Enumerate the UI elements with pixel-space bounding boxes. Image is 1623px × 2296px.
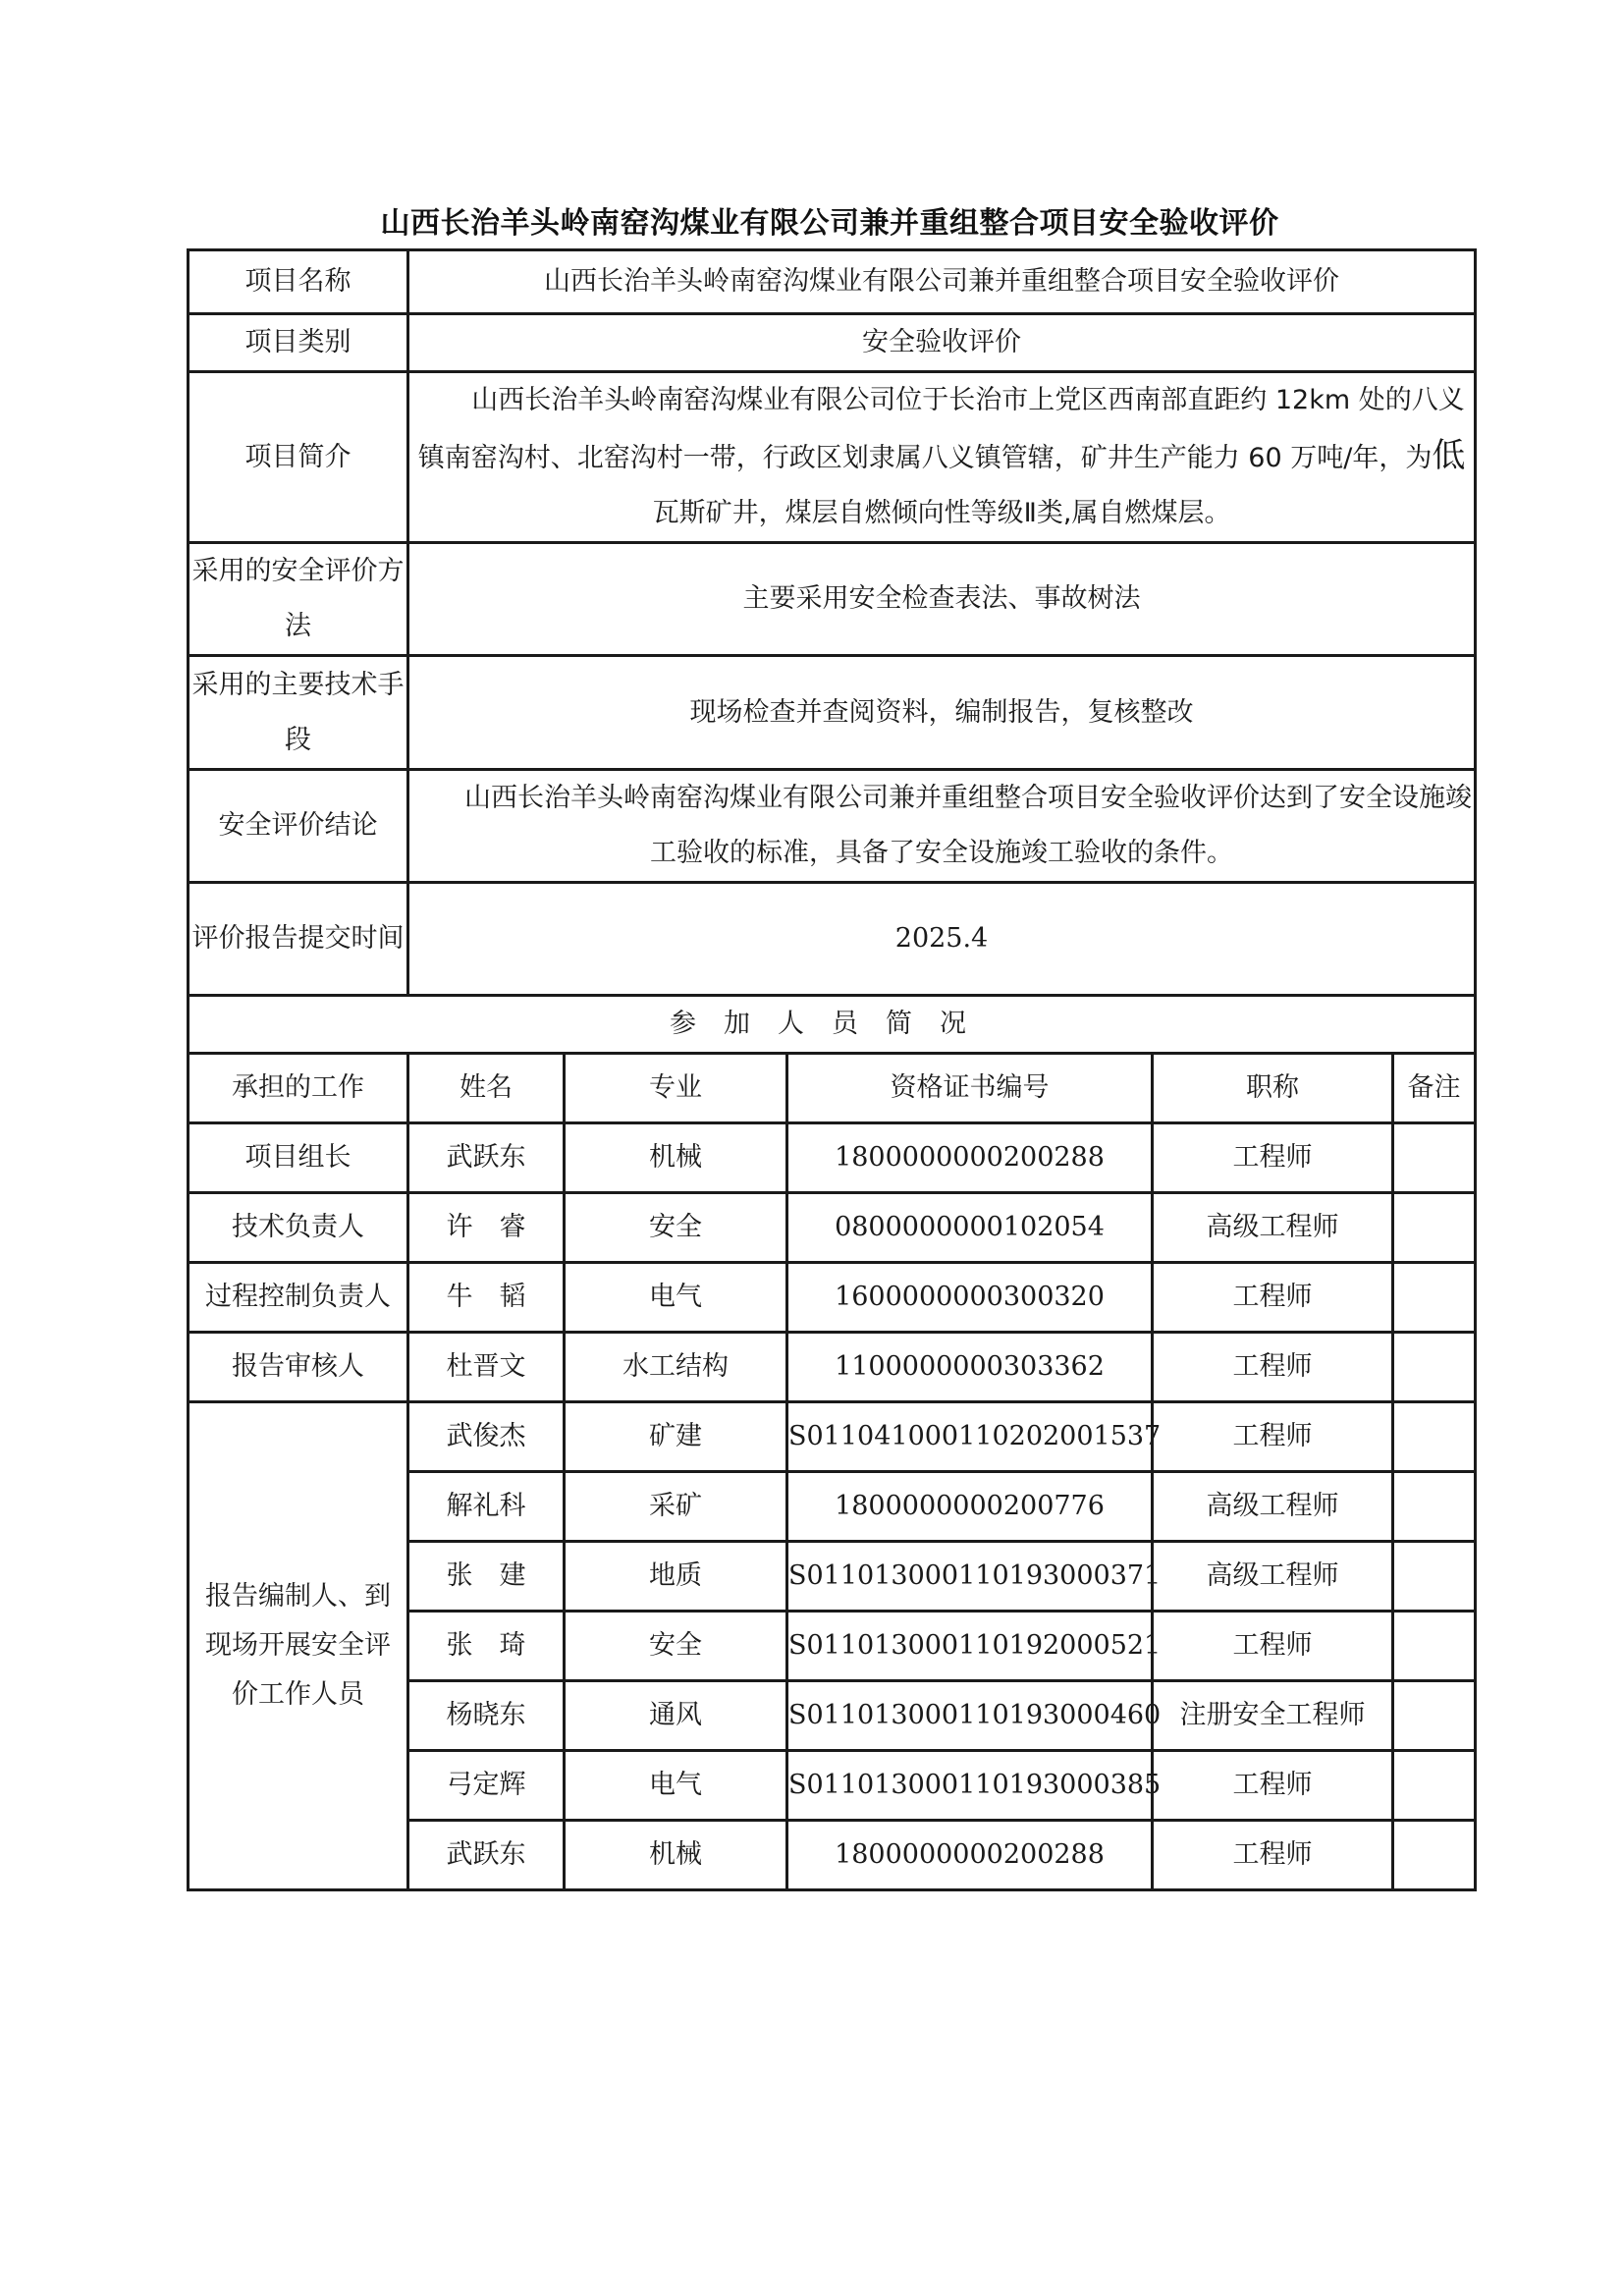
title-cell: 工程师 [1153,1612,1393,1681]
name-cell: 杨晓东 [408,1681,565,1751]
name-cell: 武俊杰 [408,1402,565,1472]
major-cell: 机械 [565,1123,787,1193]
submission-time-value: 2025.4 [408,883,1476,996]
cert-cell: 0800000000102054 [787,1193,1153,1263]
submission-time-label: 评价报告提交时间 [189,883,408,996]
major-cell: 安全 [565,1193,787,1263]
major-cell: 电气 [565,1751,787,1821]
row-conclusion [189,770,1476,883]
name-cell: 武跃东 [408,1123,565,1193]
row-technical-means [189,656,1476,770]
header-cert: 资格证书编号 [787,1054,1153,1123]
title-cell: 工程师 [1153,1333,1393,1402]
title-cell: 工程师 [1153,1821,1393,1890]
evaluation-table [187,248,1477,1891]
personnel-row [189,1333,1476,1402]
cert-cell: 1600000000300320 [787,1263,1153,1333]
title-cell: 注册安全工程师 [1153,1681,1393,1751]
name-cell: 解礼科 [408,1472,565,1542]
title-cell: 高级工程师 [1153,1193,1393,1263]
major-cell: 电气 [565,1263,787,1333]
note-cell [1393,1751,1476,1821]
personnel-group-rows [189,1402,1476,1890]
personnel-row [189,1123,1476,1193]
evaluation-method-label: 采用的安全评价方法 [189,543,408,656]
major-cell: 通风 [565,1681,787,1751]
project-intro-label: 项目简介 [189,372,408,543]
cert-cell: 1100000000303362 [787,1333,1153,1402]
row-submission-time [189,883,1476,996]
cert-cell: S011013000110192000521 [787,1612,1153,1681]
evaluation-method-value: 主要采用安全检查表法、事故树法 [408,543,1476,656]
personnel-row [189,1263,1476,1333]
major-cell: 安全 [565,1612,787,1681]
conclusion-label: 安全评价结论 [189,770,408,883]
title-cell: 工程师 [1153,1402,1393,1472]
note-cell [1393,1821,1476,1890]
role-cell: 报告审核人 [189,1333,408,1402]
title-cell: 高级工程师 [1153,1472,1393,1542]
personnel-row [189,1402,1476,1472]
note-cell [1393,1402,1476,1472]
personnel-section-title: 参加人员简况 [189,996,1476,1054]
title-cell: 工程师 [1153,1263,1393,1333]
project-name-label: 项目名称 [189,250,408,314]
role-cell: 项目组长 [189,1123,408,1193]
conclusion-value: 山西长治羊头岭南窑沟煤业有限公司兼并重组整合项目安全验收评价达到了安全设施竣工验收的标准，具备了安全设施竣工验收的条件。 [408,770,1476,883]
major-cell: 矿建 [565,1402,787,1472]
cert-cell: 1800000000200288 [787,1821,1153,1890]
row-evaluation-method [189,543,1476,656]
role-cell: 过程控制负责人 [189,1263,408,1333]
title-cell: 工程师 [1153,1123,1393,1193]
document-title: 山西长治羊头岭南窑沟煤业有限公司兼并重组整合项目安全验收评价 [380,206,1279,241]
cert-cell: S011013000110193000385 [787,1751,1153,1821]
project-intro-value [408,372,1476,543]
header-title: 职称 [1153,1054,1393,1123]
note-cell [1393,1123,1476,1193]
project-category-label: 项目类别 [189,314,408,372]
project-name-value: 山西长治羊头岭南窑沟煤业有限公司兼并重组整合项目安全验收评价 [408,250,1476,314]
name-cell: 张 建 [408,1542,565,1612]
project-intro-text-1: 山西长治羊头岭南窑沟煤业有限公司位于长治市上党区西南部直距约 12km 处的八义镇南窑沟村、北窑沟村一带，行政区划隶属八义镇管辖，矿井生产能力 60 万吨/年，为 [417,385,1465,473]
header-role: 承担的工作 [189,1054,408,1123]
note-cell [1393,1193,1476,1263]
major-cell: 采矿 [565,1472,787,1542]
name-cell: 杜晋文 [408,1333,565,1402]
header-major: 专业 [565,1054,787,1123]
cert-cell: S011041000110202001537 [787,1402,1153,1472]
role-cell: 技术负责人 [189,1193,408,1263]
note-cell [1393,1472,1476,1542]
personnel-header-row [189,1054,1476,1123]
major-cell: 机械 [565,1821,787,1890]
note-cell [1393,1542,1476,1612]
project-intro-text-2: 瓦斯矿井，煤层自燃倾向性等级Ⅱ类,属自燃煤层。 [652,498,1231,528]
row-project-category [189,314,1476,372]
note-cell [1393,1681,1476,1751]
cert-cell: 1800000000200288 [787,1123,1153,1193]
group-role-cell: 报告编制人、到现场开展安全评价工作人员 [189,1402,408,1890]
major-cell: 水工结构 [565,1333,787,1402]
technical-means-value: 现场检查并查阅资料，编制报告，复核整改 [408,656,1476,770]
name-cell: 张 琦 [408,1612,565,1681]
title-cell: 高级工程师 [1153,1542,1393,1612]
project-category-value: 安全验收评价 [408,314,1476,372]
personnel-row [189,1193,1476,1263]
major-cell: 地质 [565,1542,787,1612]
note-cell [1393,1612,1476,1681]
name-cell: 弓定辉 [408,1751,565,1821]
name-cell: 许 睿 [408,1193,565,1263]
note-cell [1393,1263,1476,1333]
cert-cell: 1800000000200776 [787,1472,1153,1542]
title-cell: 工程师 [1153,1751,1393,1821]
project-intro-emphasis: 低 [1432,436,1466,475]
header-name: 姓名 [408,1054,565,1123]
technical-means-label: 采用的主要技术手段 [189,656,408,770]
row-personnel-section [189,996,1476,1054]
header-note: 备注 [1393,1054,1476,1123]
name-cell: 牛 韬 [408,1263,565,1333]
name-cell: 武跃东 [408,1821,565,1890]
cert-cell: S011013000110193000460 [787,1681,1153,1751]
row-project-name [189,250,1476,314]
note-cell [1393,1333,1476,1402]
cert-cell: S011013000110193000371 [787,1542,1153,1612]
personnel-lead-rows [189,1123,1476,1402]
row-project-intro [189,372,1476,543]
